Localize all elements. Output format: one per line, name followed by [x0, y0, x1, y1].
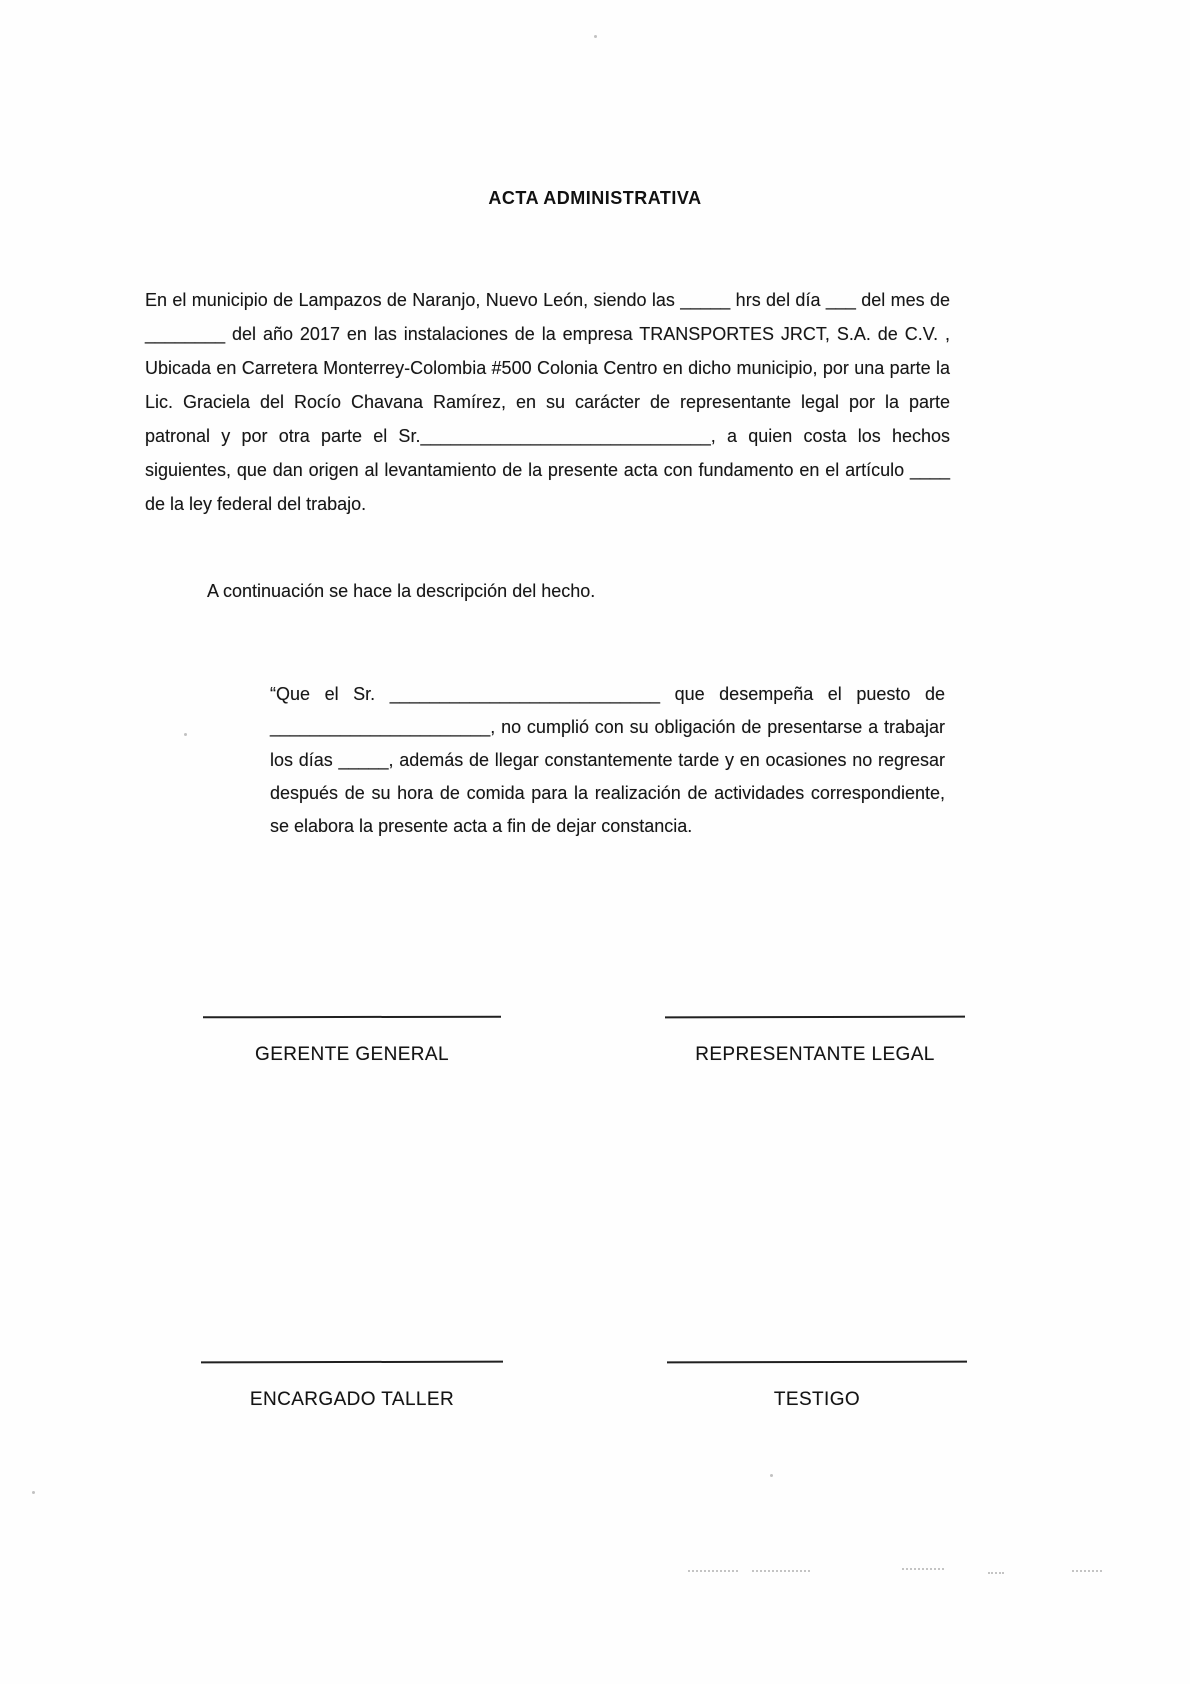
- scan-artifact: [1072, 1570, 1102, 1572]
- intro-paragraph: [145, 283, 950, 521]
- scan-speck: [770, 1474, 773, 1477]
- scan-speck: [184, 733, 187, 736]
- blank-day: ___: [825, 290, 856, 310]
- sig-cell-testigo: [667, 1361, 967, 1411]
- statement-blank-days: _____: [338, 750, 389, 770]
- statement-text-1: “Que el Sr.: [270, 684, 390, 704]
- signature-label-representante-legal: REPRESENTANTE LEGAL: [695, 1044, 935, 1065]
- signature-line-gerente-general: [203, 1016, 501, 1019]
- statement-blank-position: ______________________: [270, 717, 491, 737]
- signature-label-encargado-taller: ENCARGADO TALLER: [249, 1389, 455, 1410]
- intro-text-5: , a quien costa los hechos siguientes, que dan origen al levantamiento de la presente acta con fundamento en el artículo: [145, 426, 950, 480]
- blank-hours: _____: [680, 290, 731, 310]
- intro-text-1: En el municipio de Lampazos de Naranjo, Nuevo León, siendo las: [145, 290, 681, 310]
- scan-artifact: [902, 1568, 944, 1570]
- statement-text-2: que desempeña el puesto de: [660, 684, 945, 704]
- statement-text-3: , no cumplió con su obligación de presentarse a trabajar los días: [270, 717, 945, 770]
- intro-text-4: del año 2017 en las instalaciones de la empresa TRANSPORTES JRCT, S.A. de C.V. , Ubicada en Carretera Monterrey-Colombia #500 Colonia Centro en dicho municipio, por una parte la Lic. Graciela del Rocío Chavana Ramírez, en su carácter de representante legal por la parte patronal y por otra parte el Sr.: [145, 324, 950, 446]
- intro-text-3: del mes de: [855, 290, 950, 310]
- sig-cell-encargado-taller: [201, 1361, 503, 1411]
- sig-cell-gerente-general: [203, 1016, 501, 1066]
- sig-cell-representante-legal: [665, 1016, 965, 1066]
- signature-line-representante-legal: [665, 1016, 965, 1019]
- signature-label-gerente-general: GERENTE GENERAL: [255, 1044, 449, 1065]
- signature-label-testigo: TESTIGO: [773, 1389, 861, 1410]
- scan-artifact: [688, 1570, 738, 1572]
- description-heading: A continuación se hace la descripción del hecho.: [207, 581, 596, 601]
- scan-artifact: [752, 1570, 810, 1572]
- statement-blank-worker-name: ___________________________: [389, 684, 661, 704]
- scan-artifact: [988, 1572, 1004, 1574]
- document-title: ACTA ADMINISTRATIVA: [488, 188, 702, 208]
- intro-text-6: de la ley federal del trabajo.: [145, 494, 367, 514]
- blank-article-number: ____: [909, 460, 950, 480]
- statement-paragraph: [270, 678, 945, 843]
- statement-text-4: , además de llegar constantemente tarde y en ocasiones no regresar después de su hora de comida para la realización de actividades correspondiente, se elabora la presente acta a fin de dejar constancia.: [270, 750, 945, 836]
- intro-text-2: hrs del día: [730, 290, 826, 310]
- signature-line-testigo: [667, 1361, 967, 1364]
- scan-speck: [594, 35, 597, 38]
- signature-line-encargado-taller: [201, 1361, 503, 1364]
- blank-month: ________: [145, 324, 226, 344]
- scan-speck: [32, 1491, 35, 1494]
- blank-worker-name: _____________________________: [420, 426, 711, 446]
